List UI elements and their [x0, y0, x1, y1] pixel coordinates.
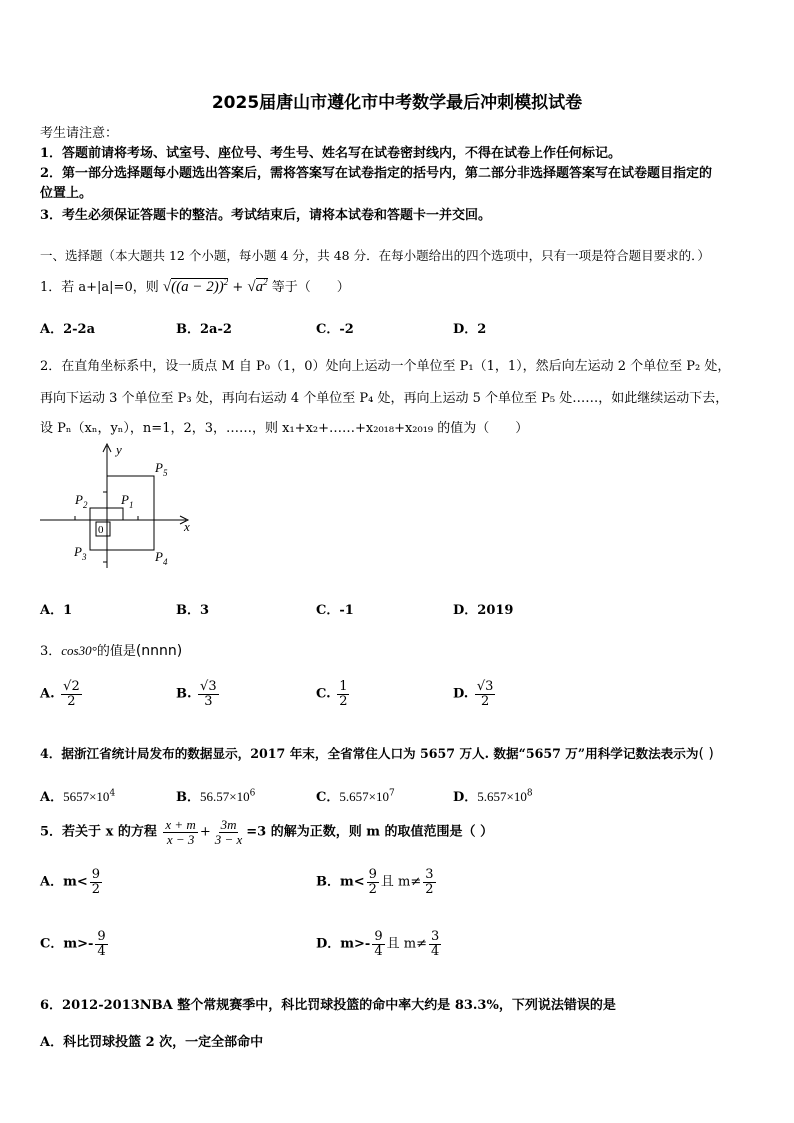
q3-option-c[interactable]: C. $\frac{1}{2}$	[316, 679, 348, 709]
q5-option-a[interactable]: A．m< $\frac{9}{2}$	[40, 867, 101, 897]
q2-line-2: 再向下运动 3 个单位至 P₃ 处，再向右运动 4 个单位至 P₄ 处，再向上运动 5 个单位至 P₅ 处……，如此继续运动下去，	[40, 391, 729, 406]
q4-option-b[interactable]: B．$56.57\times 10^6$	[176, 788, 256, 805]
q5-prefix: 5．若关于 x 的方程	[40, 824, 157, 840]
q1-plus: +	[232, 280, 244, 295]
question-4	[40, 743, 714, 762]
origin-label: 0	[98, 524, 104, 536]
q6-option-a[interactable]: A．科比罚球投篮 2 次，一定全部命中	[40, 1035, 264, 1050]
q4-text: 4．据浙江省统计局发布的数据显示，2017 年末，全省常住人口为 5657 万人. 数据“5657 万”用科学记数法表示为	[40, 746, 699, 761]
q5-option-c[interactable]: C．m>- $\frac{9}{4}$	[40, 929, 106, 959]
y-label: y	[116, 442, 122, 457]
q1-sqrt-2: $√a^2$	[247, 277, 268, 295]
q5-fraction-1: $\frac{x + m}{x - 3}$	[165, 817, 196, 847]
q3-expr: cos30°	[61, 643, 97, 658]
q5-option-d[interactable]: D．m>- $\frac{9}{4}$ 且 m≠ $\frac{3}{4}$	[316, 929, 440, 959]
q3-option-b[interactable]: B. $\frac{√3}{3}$	[176, 679, 217, 709]
p3-label: $P_3$	[74, 544, 87, 562]
section-heading: 一、选择题（本大题共 12 个小题，每小题 4 分，共 48 分．在每小题给出的四个选项中，只有一项是符合题目要求的．）	[40, 248, 710, 263]
q4-option-d[interactable]: D．$5.657\times 10^8$	[453, 788, 533, 805]
q4-option-c[interactable]: C．$5.657\times 10^7$	[316, 788, 395, 805]
q1-option-a[interactable]: A．2-2a	[40, 322, 95, 337]
notice-item-1: 1．答题前请将考场、试室号、座位号、考生号、姓名写在试卷密封线内，不得在试卷上作任何标记。	[40, 146, 622, 161]
notice-item-2a: 2．第一部分选择题每小题选出答案后，需将答案写在试卷指定的括号内，第二部分非选择题答案写在试卷题目指定的	[40, 166, 713, 181]
q3-prefix: 3．	[40, 644, 62, 659]
q1-sqrt-1: $√((a - 2))^2$	[162, 277, 229, 295]
question-5	[40, 818, 493, 846]
q2-line-1: 2．在直角坐标系中，设一质点 M 自 P₀（1，0）处向上运动一个单位至 P₁（1，1），然后向左运动 2 个单位至 P₂ 处，	[40, 359, 731, 374]
q2-option-d[interactable]: D．2019	[453, 603, 514, 618]
question-3	[40, 640, 182, 659]
q3-suffix: 的值是	[96, 644, 136, 659]
q1-option-d[interactable]: D．2	[453, 322, 487, 337]
p2-label: $P_2$	[75, 492, 88, 510]
question-6: 6．2012-2013NBA 整个常规赛季中，科比罚球投篮的命中率大约是 83.3%，下列说法错误的是	[40, 998, 616, 1013]
q2-line-3: 设 Pₙ（xₙ，yₙ），n=1，2，3，……，则 x₁+x₂+……+x₂₀₁₈+x₂₀₁₉ 的值为（ ）	[40, 421, 529, 436]
q2-option-a[interactable]: A．1	[40, 603, 73, 618]
p4-label: $P_4$	[155, 549, 168, 567]
q1-option-b[interactable]: B．2a-2	[176, 322, 232, 337]
notice-item-3: 3．考生必须保证答题卡的整洁。考试结束后，请将本试卷和答题卡一并交回。	[40, 208, 492, 223]
q5-plus: +	[199, 824, 211, 840]
q1-option-c[interactable]: C．-2	[316, 322, 354, 337]
q5-fraction-2: $\frac{3m}{3 - x}$	[214, 817, 243, 847]
notice-item-2b: 位置上。	[40, 186, 93, 201]
q4-paren: ( )	[698, 746, 714, 762]
spiral-path	[90, 476, 154, 550]
q5-option-b[interactable]: B．m< $\frac{9}{2}$ 且 m≠ $\frac{3}{2}$	[316, 867, 434, 897]
q2-option-b[interactable]: B．3	[176, 603, 210, 618]
q4-option-a[interactable]: A．$5657\times 10^4$	[40, 788, 116, 805]
x-label: x	[184, 519, 190, 534]
q2-figure	[36, 440, 206, 575]
q1-suffix: 等于（ ）	[271, 280, 350, 295]
p1-label: $P_1$	[121, 492, 134, 510]
notice-heading: 考生请注意：	[40, 126, 119, 141]
q3-option-d[interactable]: D. $\frac{√3}{2}$	[453, 679, 494, 709]
q2-option-c[interactable]: C．-1	[316, 603, 354, 618]
q5-suffix: =3 的解为正数，则 m 的取值范围是（ ）	[246, 824, 494, 840]
q1-prefix: 1．若 a+|a|=0，则	[40, 280, 159, 295]
page-title: 2025届唐山市遵化市中考数学最后冲刺模拟试卷	[211, 93, 583, 113]
p5-label: $P_5$	[155, 460, 168, 478]
q3-paren: (nnnn)	[135, 643, 183, 659]
question-1	[40, 276, 350, 296]
q3-option-a[interactable]: A. $\frac{√2}{2}$	[40, 679, 80, 709]
